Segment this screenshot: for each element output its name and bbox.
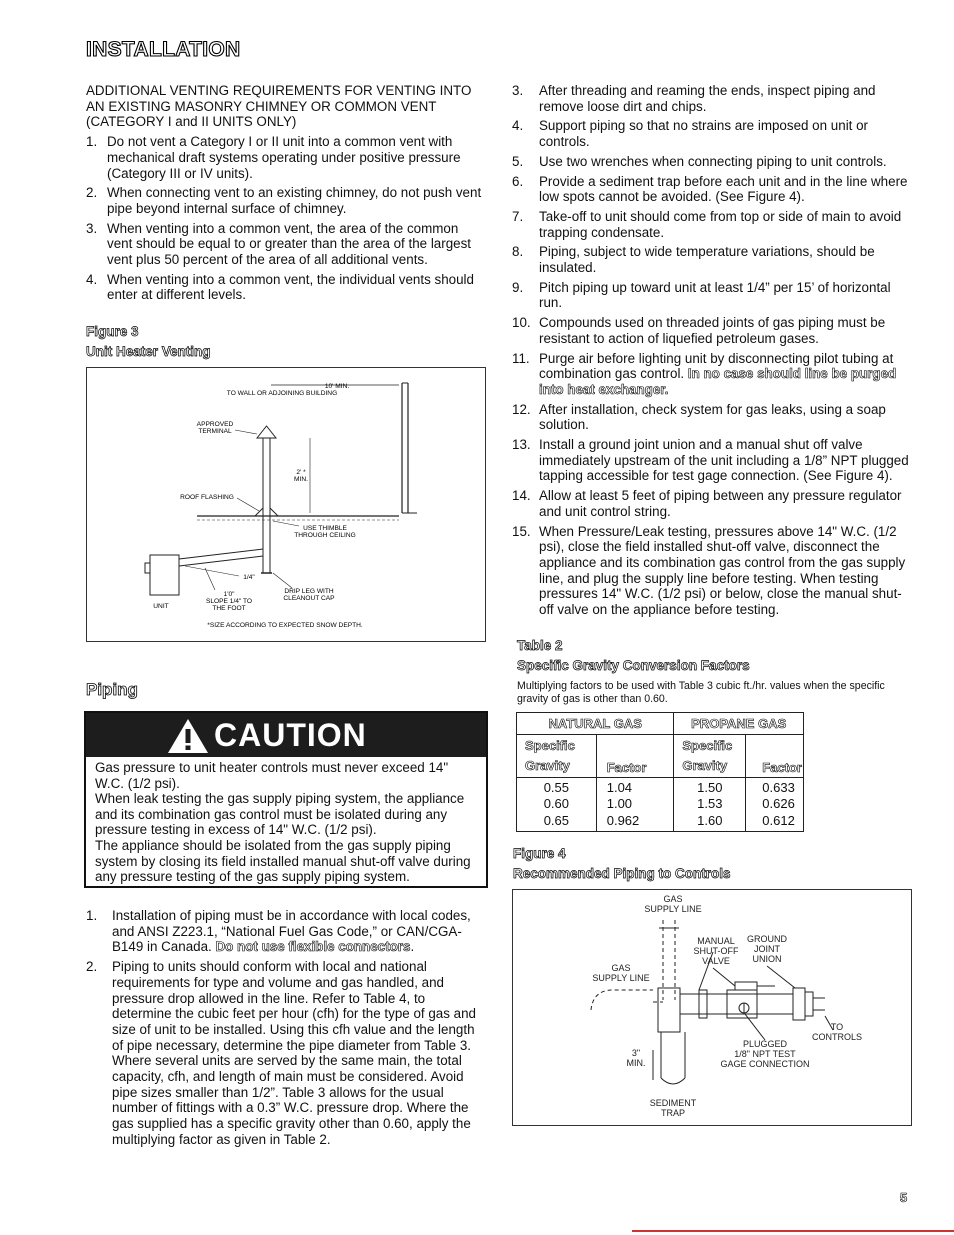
label-one-ft: 1'0" <box>223 591 235 598</box>
list-item-number: 11. <box>512 350 530 366</box>
list-item-text: When connecting vent to an existing chimney, do not push vent pipe beyond internal surface of chimney. <box>107 185 482 216</box>
caution-paragraph: The appliance should be isolated from the gas supply piping system by closing its field installed manual shut-off valve during any pressure testing of the gas supply piping system. <box>95 837 471 885</box>
list-item-text: Compounds used on threaded joints of gas piping must be resistant to action of liquefied petroleum gases. <box>539 315 886 346</box>
table2-propane-factor-value: 0.626 <box>762 796 795 812</box>
label-ten-min: 10' MIN. <box>324 383 350 390</box>
list-item-text: After installation, check system for gas leaks, using a soap solution. <box>539 401 886 433</box>
label-sediment1: SEDIMENT <box>649 1098 697 1108</box>
list-item-emphasis: Do not use flexible connectors <box>215 939 411 955</box>
label-sediment2: TRAP <box>660 1108 686 1118</box>
table2-propane-factor-value: 0.612 <box>762 812 795 828</box>
list-item <box>512 118 914 149</box>
label-min: MIN. <box>294 476 308 483</box>
label-to-wall: TO WALL OR ADJOINING BUILDING <box>226 390 338 397</box>
list-item <box>86 959 486 1147</box>
list-item-text: Do not vent a Category I or II unit into a common vent with mechanical draft systems operating under positive pressure (Category III or IV units). <box>107 134 461 181</box>
label-through-ceiling: THROUGH CEILING <box>294 532 356 539</box>
caution-header <box>86 713 486 757</box>
list-item <box>512 351 914 398</box>
table2-natural-factor-value: 0.962 <box>606 812 640 828</box>
list-item-number: 4. <box>512 118 524 134</box>
list-item <box>512 83 914 114</box>
list-item-number: 2. <box>86 959 98 975</box>
label-plugged1: PLUGGED <box>742 1039 788 1049</box>
table2-propane-factor-cell <box>746 778 804 832</box>
right-section <box>512 83 914 622</box>
table2-natural-factor-cell <box>596 778 674 832</box>
list-item-number: 2. <box>86 185 98 201</box>
piping-list <box>86 908 486 1148</box>
list-item-text: Pitch piping up toward unit at least 1/4” per 15’ of horizontal run. <box>539 279 891 311</box>
venting-intro: ADDITIONAL VENTING REQUIREMENTS FOR VENTING INTO AN EXISTING MASONRY CHIMNEY OR COMMON VENT (CATEGORY I and II UNITS ONLY) <box>86 83 472 130</box>
figure4-label: Figure 4 <box>513 846 566 861</box>
list-item-text: Use two wrenches when connecting piping to unit controls. <box>539 153 887 169</box>
table2-header-propane-factor: Factor <box>746 735 804 778</box>
list-item-emphasis: In no case should line be purged into heat exchanger. <box>539 366 897 397</box>
list-item-text: Provide a sediment trap before each unit and in the line where low spots cannot be avoided. (See Figure 4). <box>539 173 908 205</box>
label-approved: APPROVED <box>196 421 234 428</box>
table2-natural-gravity-value: 0.55 <box>543 779 570 795</box>
list-item-number: 7. <box>512 208 524 224</box>
table2-propane-gravity-value: 1.60 <box>697 812 723 828</box>
list-item <box>512 402 914 433</box>
list-item-number: 1. <box>86 134 98 150</box>
label-ground3: UNION <box>752 954 782 964</box>
figure3-caption <box>86 322 211 362</box>
table2-header-natural-factor: Factor <box>596 735 674 778</box>
list-item-text: Piping to units should conform with local and national requirements for type and volume and gas handled, and pressure drop allowed in the line. Refer to Table 4, to determine the cubic feet per hour (cfh) for the type of gas and size of unit to be installed. Using this cfh value and the length of pipe necessary, determine the pipe diameter from Table 3. Where several units are served by the same main, the total capacity, cfh, and length of main must be considered. Avoid pipe sizes smaller than 1/2”. Table 3 allows for the usual number of fittings with a 0.3” W.C. pressure drop. Where the gas supplied has a specific gravity other than 0.60, apply the multiplying factor as given in Table 2. <box>112 959 476 1147</box>
venting-section <box>86 83 486 307</box>
table2-note: Multiplying factors to be used with Table 3 cubic ft./hr. values when the specific gravity of gas is other than 0.60. <box>517 680 885 705</box>
table2-propane-gravity-cell <box>674 778 746 832</box>
list-item <box>512 244 914 275</box>
label-three2: MIN. <box>626 1058 646 1068</box>
label-ground1: GROUND <box>747 934 787 944</box>
caution-text <box>86 757 486 891</box>
label-manual2: SHUT-OFF <box>693 946 739 956</box>
table2-propane-gravity-value: 1.50 <box>697 779 723 795</box>
table2-natural-factor-value: 1.04 <box>606 779 633 795</box>
list-item <box>86 185 486 216</box>
venting-list <box>86 134 486 303</box>
table2-title: Specific Gravity Conversion Factors <box>517 658 750 673</box>
label-use-thimble: USE THIMBLE <box>303 525 347 532</box>
list-item <box>86 221 486 268</box>
caution-box <box>84 711 488 888</box>
list-item <box>512 315 914 346</box>
list-item-text: Piping, subject to wide temperature variations, should be insulated. <box>539 244 875 276</box>
list-item <box>512 174 914 205</box>
figure4-diagram <box>512 889 912 1126</box>
piping-continued-list <box>512 83 914 618</box>
label-manual3: VALVE <box>702 956 730 966</box>
caution-paragraph: When leak testing the gas supply piping system, the appliance and its combination gas control must be isolated during any pressure testing in excess of 14" W.C. (1/2 psi). <box>95 791 465 838</box>
list-item-text: Allow at least 5 feet of piping between any pressure regulator and unit control string. <box>539 488 902 519</box>
list-item-number: 10. <box>512 315 531 331</box>
list-item-text: Purge air before lighting unit by disconnecting pilot tubing at combination gas control. <box>539 350 894 382</box>
table2-natural-factor-value: 1.00 <box>606 796 633 812</box>
label-plugged3: GAGE CONNECTION <box>720 1059 810 1069</box>
piping-section <box>86 908 486 1152</box>
table2-natural-gravity-value: 0.65 <box>543 812 570 828</box>
label-drip-leg: DRIP LEG WITH <box>284 588 334 595</box>
list-item-number: 12. <box>512 401 531 417</box>
list-item-text: When venting into a common vent, the area of the common vent should be equal to or greater than the area of the largest vent plus 50 percent of the area of all additional vents. <box>107 220 472 268</box>
label-manual1: MANUAL <box>697 936 735 946</box>
label-gas-left1: GAS <box>611 963 631 973</box>
page-number: 5 <box>900 1190 908 1205</box>
table2 <box>516 712 804 832</box>
label-gas-left2: SUPPLY LINE <box>592 973 650 983</box>
list-item <box>86 908 486 955</box>
piping-heading: Piping <box>86 680 138 699</box>
list-item-number: 1. <box>86 908 98 923</box>
table2-caption <box>517 636 750 676</box>
table2-propane-gravity-value: 1.53 <box>697 796 723 812</box>
label-gas-top1: GAS <box>663 894 683 904</box>
unit-heater-venting-svg <box>87 368 485 641</box>
list-item-number: 9. <box>512 279 524 295</box>
figure3-diagram <box>86 367 486 642</box>
list-item <box>512 154 914 170</box>
list-item-text: When Pressure/Leak testing, pressures above 14" W.C. (1/2 psi), close the field installed shut-off valve, disconnect the appliance and its combination gas control from the gas supply line, and plug the supply line before testing. When testing pressures 14" W.C. (1/2 psi) or below, close the manual shut-off valve on the appliance before testing. <box>539 523 906 618</box>
list-item-text: Installation of piping must be in accordance with local codes, and ANSI Z223.1, “National Fuel Gas Code,” or CAN/CGA-B149 in Canada. <box>112 908 471 955</box>
list-item <box>86 134 486 181</box>
list-item-text: Support piping so that no strains are imposed on unit or controls. <box>539 118 869 150</box>
page-title: INSTALLATION <box>86 38 241 61</box>
label-to2: CONTROLS <box>811 1032 863 1042</box>
list-item-text: Take-off to unit should come from top or side of main to avoid trapping condensate. <box>539 208 902 240</box>
list-item-number: 14. <box>512 488 531 504</box>
list-item <box>512 209 914 240</box>
label-terminal: TERMINAL <box>198 428 232 435</box>
label-to1: TO <box>830 1022 844 1032</box>
piping-controls-svg <box>513 890 911 1125</box>
table2-group-natural: NATURAL GAS <box>517 713 674 735</box>
label-unit: UNIT <box>153 603 169 610</box>
list-item-text: After threading and reaming the ends, inspect piping and remove loose dirt and chips. <box>539 83 876 114</box>
figure3-label: Figure 3 <box>86 324 139 339</box>
table2-header-propane-gravity: Specific Gravity <box>674 735 746 778</box>
label-cleanout: CLEANOUT CAP <box>283 595 335 602</box>
list-item-number: 4. <box>86 271 98 287</box>
label-plugged2: 1/8" NPT TEST <box>734 1049 796 1059</box>
list-item-number: 6. <box>512 173 524 189</box>
list-item-number: 13. <box>512 437 531 453</box>
table2-propane-factor-value: 0.633 <box>762 779 795 795</box>
list-item <box>512 524 914 618</box>
table2-header-natural-gravity: Specific Gravity <box>517 735 597 778</box>
table2-natural-gravity-cell <box>517 778 597 832</box>
table2-group-propane: PROPANE GAS <box>674 713 804 735</box>
label-roof-flashing: ROOF FLASHING <box>180 494 234 501</box>
label-three1: 3" <box>631 1048 641 1058</box>
footer-accent-line <box>632 1230 954 1232</box>
list-item-text: Install a ground joint union and a manual shut off valve immediately upstream of the unit including a 1/8” NPT plugged tapping accessible for test gage connection. (See Figure 4). <box>539 437 909 484</box>
list-item <box>512 437 914 484</box>
label-the-foot: THE FOOT <box>212 605 246 612</box>
warning-triangle-icon <box>166 717 210 755</box>
caution-paragraph: Gas pressure to unit heater controls must never exceed 14" W.C. (1/2 psi). <box>95 760 449 791</box>
label-quarter: 1/4" <box>243 574 255 581</box>
list-item <box>512 280 914 311</box>
figure3-note: *SIZE ACCORDING TO EXPECTED SNOW DEPTH. <box>207 622 363 629</box>
label-two-min: 2' * <box>296 469 306 476</box>
list-item <box>512 488 914 519</box>
table2-natural-gravity-value: 0.60 <box>543 796 570 812</box>
label-ground2: JOINT <box>754 944 780 954</box>
list-item-number: 5. <box>512 153 524 169</box>
label-slope: SLOPE 1/4" TO <box>205 598 253 605</box>
list-item-number: 3. <box>512 83 524 98</box>
list-item-number: 3. <box>86 220 98 236</box>
figure4-caption <box>513 844 731 884</box>
figure4-title: Recommended Piping to Controls <box>513 866 731 881</box>
caution-word: CAUTION <box>214 717 367 753</box>
list-item-number: 8. <box>512 244 524 260</box>
figure3-title: Unit Heater Venting <box>86 344 211 359</box>
table2-label: Table 2 <box>517 638 563 653</box>
list-item <box>86 272 486 303</box>
label-gas-top2: SUPPLY LINE <box>644 904 702 914</box>
list-item-number: 15. <box>512 523 531 539</box>
list-item-tail: . <box>410 939 415 955</box>
list-item-text: When venting into a common vent, the individual vents should enter at different levels. <box>107 271 474 303</box>
